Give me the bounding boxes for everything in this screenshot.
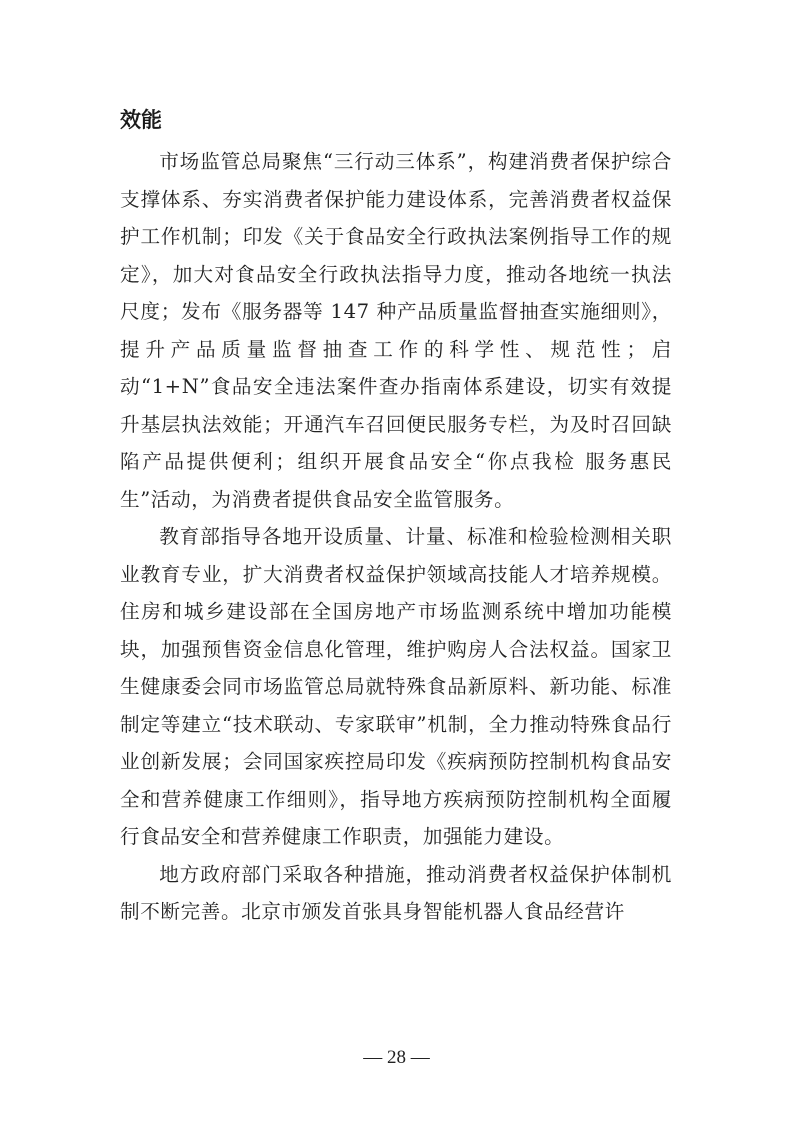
paragraph-local-government: 地方政府部门采取各种措施，推动消费者权益保护体制机制不断完善。北京市颁发首张具身智能机器人食品经营许 [120,862,672,923]
paragraph-ministries: 教育部指导各地开设质量、计量、标准和检验检测相关职业教育专业，扩大消费者权益保护领域高技能人才培养规模。住房和城乡建设部在全国房地产市场监测系统中增加功能模块，加强预售资金信息化管理，维护购房人合法权益。国家卫生健康委会同市场监管总局就特殊食品新原料、新功能、标准制定等建立“技术联动、专家联审”机制，全力推动特殊食品行业创新发展；会同国家疾控局印发《疾病预防控制机构食品安全和营养健康工作细则》，指导地方疾病预防控制机构全面履行食品安全和营养健康工作职责，加强能力建设。 [120,525,672,848]
page-number: — 28 — [363,1047,430,1068]
section-heading: 效能 [120,108,162,132]
paragraph-regulation: 市场监管总局聚焦“三行动三体系”，构建消费者保护综合支撑体系、夯实消费者保护能力建设体系，完善消费者权益保护工作机制；印发《关于食品安全行政执法案例指导工作的规定》，加大对食品安全行政执法指导力度，推动各地统一执法尺度；发布《服务器等 147 种产品质量监督抽查实施细则》，提升产品质量监督抽查工作的科学性、规范性；启动“1+N”食品安全违法案件查办指南体系建设，切实有效提升基层执法效能；开通汽车召回便民服务专栏，为及时召回缺陷产品提供便利；组织开展食品安全“你点我检 服务惠民生”活动，为消费者提供食品安全监管服务。 [120,150,672,511]
body-text [120,143,672,931]
